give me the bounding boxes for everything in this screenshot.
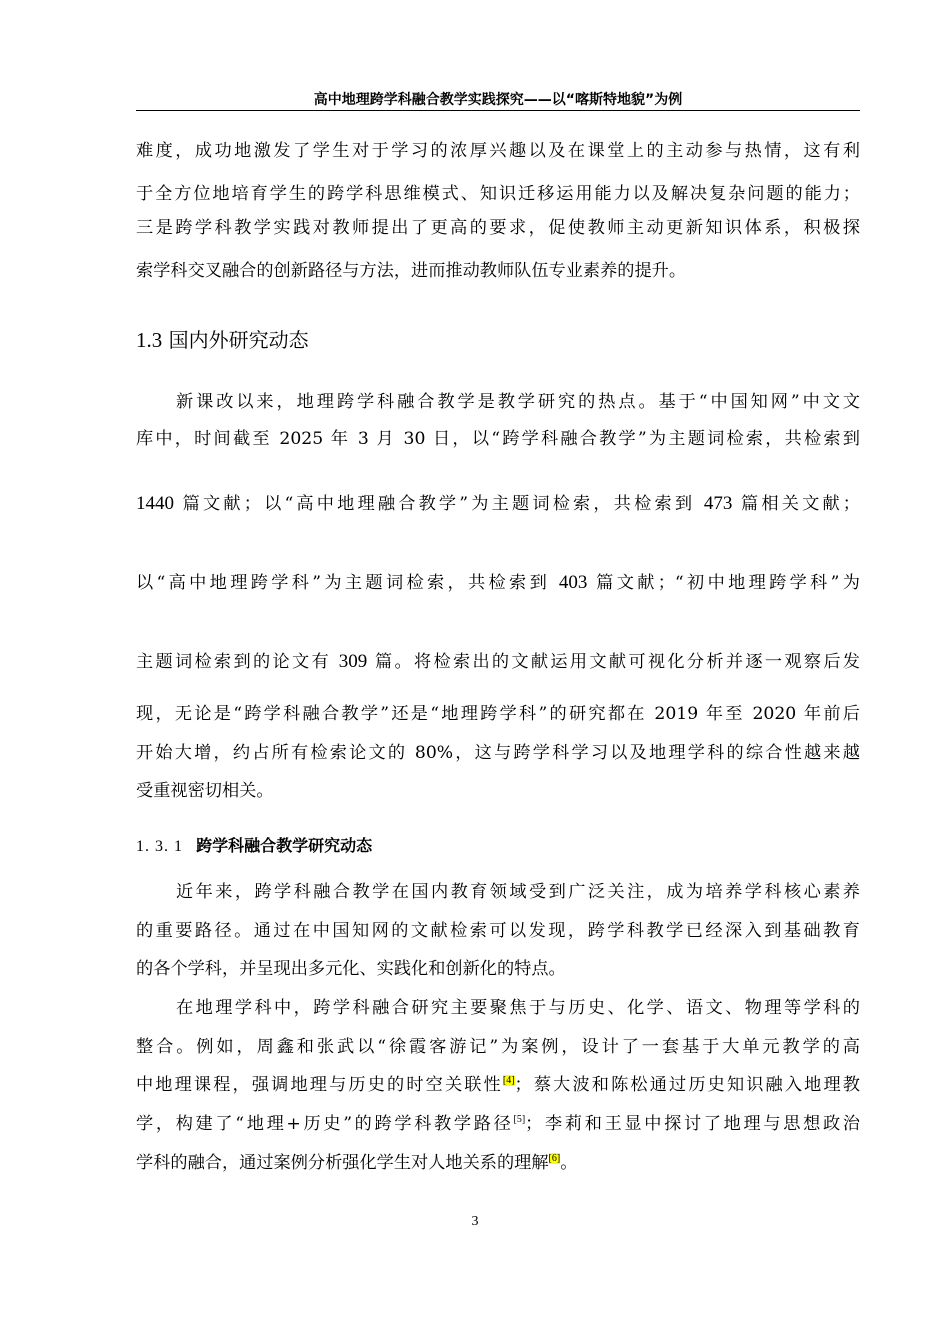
geo-line-3 [136,1071,860,1099]
subsection-number: 1. 3. 1 [136,838,183,855]
research-line-3 [136,490,860,518]
geo-line-5 [136,1149,577,1177]
recent-line-1: 近年来，跨学科融合教学在国内教育领域受到广泛关注，成为培养学科核心素养 [176,882,860,902]
section-number: 1.3 [136,328,163,352]
recent-line-2: 的重要路径。通过在中国知网的文献检索可以发现，跨学科教学已经深入到基础教育 [136,921,860,941]
header-rule [136,110,860,111]
section-heading-1-3 [136,326,309,354]
geo-line-3-text-a: 中地理课程，强调地理与历史的时空关联性 [136,1075,503,1095]
section-title: 国内外研究动态 [168,328,309,352]
count-403: 403 [558,572,588,593]
geo-line-3-text-b: ；蔡大波和陈松通过历史知识融入地理教 [514,1075,860,1095]
intro-line-3: 三是跨学科教学实践对教师提出了更高的要求，促使教师主动更新知识体系，积极探 [136,218,860,238]
citation-5[interactable]: [5] [513,1114,526,1125]
research-line-4-text-b: 篇文献；“初中地理跨学科”为 [587,573,860,593]
intro-line-4: 索学科交叉融合的创新路径与方法，进而推动教师队伍专业素养的提升。 [136,261,687,281]
running-header: 高中地理跨学科融合教学实践探究——以“喀斯特地貌”为例 [313,92,683,108]
intro-line-1: 难度，成功地激发了学生对于学习的浓厚兴趣以及在课堂上的主动参与热情，这有利 [136,141,860,161]
geo-line-1: 在地理学科中，跨学科融合研究主要聚焦于与历史、化学、语文、物理等学科的 [176,998,860,1018]
geo-line-5-text-a: 学科的融合，通过案例分析强化学生对人地关系的理解 [136,1153,549,1173]
citation-6[interactable]: [6] [548,1153,561,1164]
geo-line-4-text-b: ；李莉和王显中探讨了地理与思想政治 [525,1114,860,1134]
recent-line-3: 的各个学科，并呈现出多元化、实践化和创新化的特点。 [136,959,566,979]
research-line-4-text-a: 以“高中地理跨学科”为主题词检索，共检索到 [136,573,559,593]
section-heading-1-3-1 [136,833,372,860]
research-line-6: 现，无论是“跨学科融合教学”还是“地理跨学科”的研究都在 2019 年至 2020 年前后 [136,704,860,724]
count-309: 309 [338,651,368,672]
research-line-5 [136,648,860,676]
research-line-5-text-a: 主题词检索到的论文有 [136,652,339,672]
research-line-3-text-b: 篇相关文献； [732,494,860,514]
intro-line-2: 于全方位地培育学生的跨学科思维模式、知识迁移运用能力以及解决复杂问题的能力； [136,184,860,204]
research-line-4 [136,569,860,597]
count-473: 473 [703,493,733,514]
subsection-title: 跨学科融合教学研究动态 [196,836,373,855]
page-number: 3 [471,1214,479,1229]
geo-line-4 [136,1110,860,1138]
geo-line-5-text-b: 。 [560,1153,578,1173]
citation-4[interactable]: [4] [502,1075,515,1086]
count-1440: 1440 [136,493,174,514]
research-line-2: 库中，时间截至 2025 年 3 月 30 日，以“跨学科融合教学”为主题词检索，共检索到 [136,429,860,449]
research-line-5-text-b: 篇。将检索出的文献运用文献可视化分析并逐一观察后发 [367,652,860,672]
geo-line-2: 整合。例如，周鑫和张武以“徐霞客游记”为案例，设计了一套基于大单元教学的高 [136,1037,860,1057]
research-line-3-text-a: 篇文献；以“高中地理融合教学”为主题词检索，共检索到 [174,494,704,514]
research-line-1: 新课改以来，地理跨学科融合教学是教学研究的热点。基于“中国知网”中文文 [176,392,860,412]
geo-line-4-text-a: 学，构建了“地理+历史”的跨学科教学路径 [136,1114,514,1134]
research-line-8: 受重视密切相关。 [136,781,274,801]
research-line-7: 开始大增，约占所有检索论文的 80%，这与跨学科学习以及地理学科的综合性越来越 [136,743,860,763]
